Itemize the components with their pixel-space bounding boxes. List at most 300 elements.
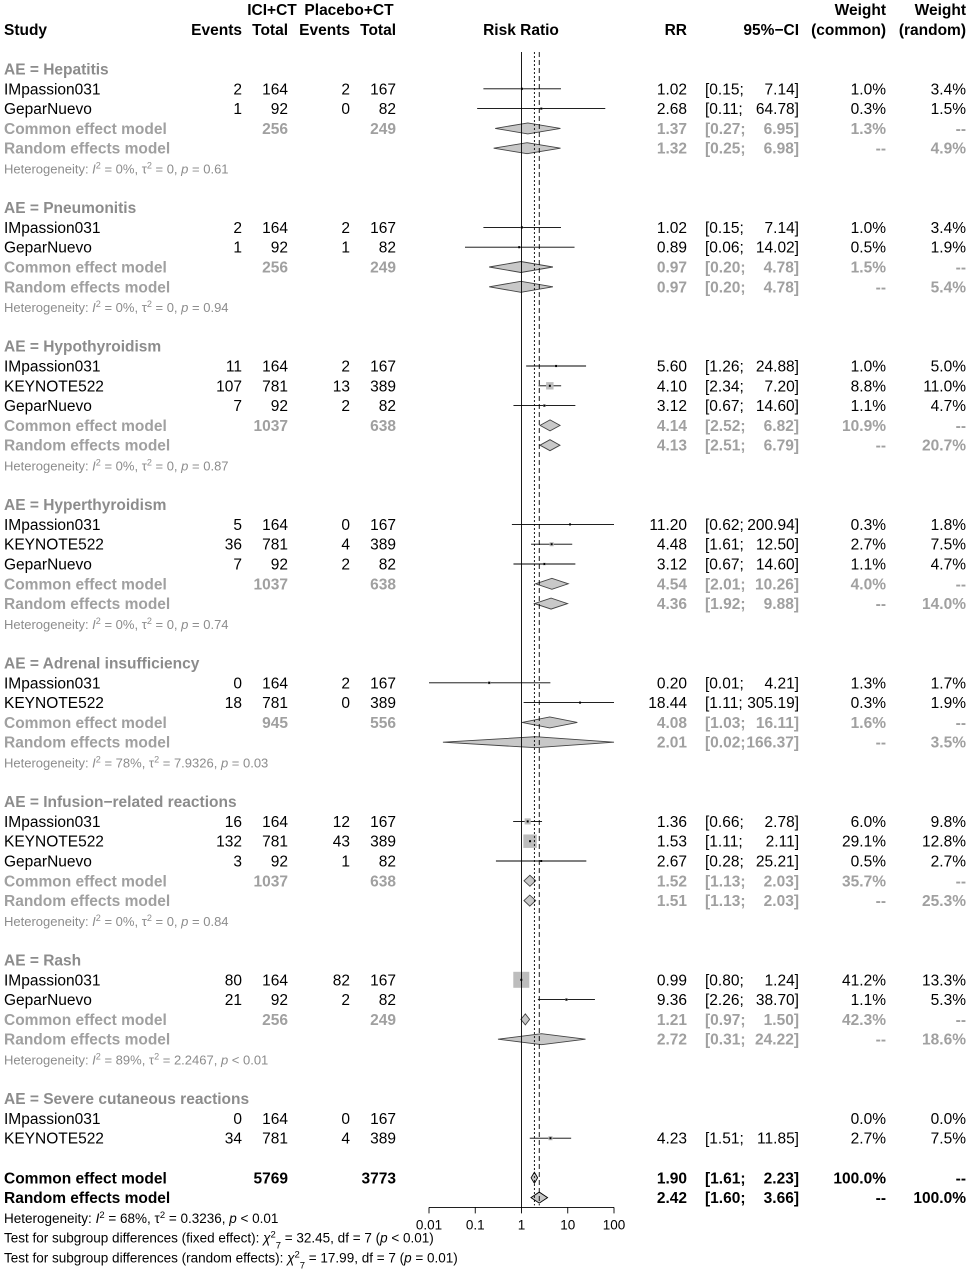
study-weight-random: 1.9% — [930, 239, 966, 257]
study-weight-common: 1.3% — [850, 675, 886, 693]
study-events-2: 4 — [341, 536, 350, 554]
study-name: IMpassion031 — [4, 1110, 101, 1128]
header-weight-random: Weight — [914, 2, 966, 19]
subgroup-common-diamond — [540, 420, 560, 431]
subgroup-heterogeneity: Heterogeneity: $I^2 = 78\%$, $\tau^2 = 7.9326$, p = 0.03 — [4, 754, 269, 771]
overall-common-ci-low: [1.61; — [705, 1170, 746, 1188]
study-total-2: 389 — [370, 833, 396, 851]
study-total-1: 781 — [262, 1130, 288, 1148]
study-ci-low: [0.15; — [705, 219, 744, 237]
subgroup-heterogeneity: Heterogeneity: $I^2 = 0\%$, $\tau^2 = 0$, p = 0.94 — [4, 299, 229, 316]
study-weight-random: 11.0% — [923, 378, 966, 396]
study-weight-common: 1.0% — [850, 81, 886, 99]
subgroup-heterogeneity: Heterogeneity: $I^2 = 0\%$, $\tau^2 = 0$, p = 0.84 — [4, 912, 229, 929]
subgroup-label: AE = Hypothyroidism — [4, 338, 162, 356]
subgroup-common-weight-common: 1.3% — [850, 120, 886, 138]
study-total-1: 164 — [262, 358, 288, 376]
study-ci-high: 11.85] — [757, 1130, 799, 1148]
study-ci-low: [0.80; — [705, 972, 744, 990]
subgroup-common-total-2: 638 — [370, 873, 396, 891]
study-total-1: 92 — [270, 239, 288, 257]
study-events-1: 80 — [224, 972, 242, 990]
study-total-1: 164 — [262, 675, 288, 693]
study-weight-random: 4.7% — [930, 556, 966, 574]
study-weight-random: 13.3% — [922, 972, 966, 990]
study-events-1: 18 — [224, 695, 242, 713]
subgroup-common-total-2: 556 — [370, 714, 396, 732]
subgroup-common-total-2: 249 — [370, 120, 396, 138]
x-tick-label: 100 — [602, 1217, 626, 1233]
study-total-2: 167 — [370, 358, 396, 376]
study-weight-random: 5.0% — [930, 358, 966, 376]
study-name: KEYNOTE522 — [4, 1130, 104, 1148]
study-point-estimate — [579, 702, 581, 704]
subgroup-common-ci-low: [0.27; — [705, 120, 746, 138]
study-ci-low: [0.62; — [705, 516, 744, 534]
study-ci-high: 7.20] — [764, 378, 799, 396]
study-rr: 4.23 — [656, 1130, 687, 1148]
subgroup-label: AE = Infusion−related reactions — [4, 794, 237, 812]
header-total-1: Total — [252, 22, 288, 39]
study-rr: 3.12 — [656, 556, 687, 574]
study-events-1: 21 — [224, 992, 242, 1010]
study-total-2: 167 — [370, 813, 396, 831]
study-ci-low: [2.26; — [705, 992, 744, 1010]
study-rr: 0.99 — [656, 972, 687, 990]
subgroup-common-total-1: 256 — [262, 120, 288, 138]
subgroup-random-rr: 2.01 — [656, 734, 687, 752]
study-events-1: 36 — [224, 536, 242, 554]
subgroup-random-ci-high: 166.37] — [746, 734, 799, 752]
study-total-2: 389 — [370, 378, 396, 396]
study-events-2: 2 — [341, 398, 350, 416]
study-total-2: 167 — [370, 219, 396, 237]
study-rr: 0.89 — [656, 239, 687, 257]
subgroup-common-total-1: 1037 — [253, 576, 288, 594]
study-ci-low: [0.67; — [705, 398, 744, 416]
subgroup-common-weight-random: -- — [955, 417, 966, 435]
study-rr: 1.02 — [656, 81, 687, 99]
study-rr: 1.02 — [656, 219, 687, 237]
study-point-estimate — [549, 385, 551, 387]
study-weight-common: 29.1% — [842, 833, 886, 851]
study-total-1: 781 — [262, 695, 288, 713]
subgroup-random-label: Random effects model — [4, 437, 171, 455]
header-ici-ct: ICI+CT — [247, 2, 297, 19]
subgroup-random-weight-random: 4.9% — [930, 140, 966, 158]
study-name: KEYNOTE522 — [4, 833, 104, 851]
study-weight-random: 9.8% — [930, 813, 966, 831]
study-weight-random: 4.7% — [930, 398, 966, 416]
subgroup-label: AE = Adrenal insufficiency — [4, 655, 200, 673]
overall-common-total-2: 3773 — [361, 1170, 396, 1188]
study-events-2: 12 — [332, 813, 350, 831]
subgroup-common-ci-high: 1.50] — [763, 1011, 799, 1029]
study-point-estimate — [488, 682, 490, 684]
subgroup-common-total-2: 249 — [370, 1011, 396, 1029]
subgroup-random-diamond — [540, 440, 560, 451]
study-events-1: 1 — [233, 101, 242, 119]
subgroup-heterogeneity: Heterogeneity: $I^2 = 0\%$, $\tau^2 = 0$, p = 0.61 — [4, 160, 229, 177]
subgroup-random-label: Random effects model — [4, 893, 171, 911]
subgroup-random-ci-low: [0.31; — [705, 1031, 746, 1049]
subgroup-common-label: Common effect model — [4, 259, 167, 277]
subgroup-common-weight-random: -- — [955, 259, 966, 277]
study-total-2: 82 — [378, 556, 396, 574]
study-events-1: 107 — [216, 378, 242, 396]
study-weight-random: 1.7% — [930, 675, 966, 693]
study-weight-common: 1.1% — [850, 992, 886, 1010]
study-name: IMpassion031 — [4, 358, 101, 376]
study-point-estimate — [543, 405, 545, 407]
study-ci-low: [0.28; — [705, 853, 744, 871]
subgroup-common-total-1: 1037 — [253, 873, 288, 891]
study-total-1: 164 — [262, 972, 288, 990]
subgroup-common-ci-high: 2.03] — [763, 873, 799, 891]
study-ci-high: 14.02] — [755, 239, 799, 257]
study-ci-low: [2.34; — [705, 378, 744, 396]
study-ci-low: [0.66; — [705, 813, 744, 831]
subgroup-common-ci-low: [0.20; — [705, 259, 746, 277]
subgroup-random-label: Random effects model — [4, 1031, 171, 1049]
header-weight-random-sub: (random) — [898, 22, 966, 39]
subgroup-random-rr: 2.72 — [656, 1031, 687, 1049]
study-rr: 1.53 — [656, 833, 687, 851]
subgroup-common-label: Common effect model — [4, 1011, 167, 1029]
study-events-2: 82 — [332, 972, 350, 990]
subgroup-common-rr: 1.52 — [656, 873, 687, 891]
study-point-estimate — [529, 840, 531, 842]
subgroup-common-rr: 0.97 — [656, 259, 687, 277]
header-ci: 95%−CI — [743, 22, 799, 39]
subgroup-common-weight-random: -- — [955, 576, 966, 594]
study-events-1: 7 — [233, 556, 242, 574]
overall-common-ci-high: 2.23] — [763, 1170, 799, 1188]
study-total-1: 164 — [262, 813, 288, 831]
study-total-2: 82 — [378, 853, 396, 871]
study-total-2: 389 — [370, 695, 396, 713]
study-events-1: 2 — [233, 81, 242, 99]
subgroup-common-ci-low: [2.52; — [705, 417, 746, 435]
subgroup-common-diamond — [536, 578, 569, 589]
study-total-1: 164 — [262, 81, 288, 99]
subgroup-random-rr: 1.51 — [656, 893, 687, 911]
study-events-2: 1 — [341, 239, 350, 257]
subgroup-random-diamond — [489, 281, 553, 292]
study-weight-common: 2.7% — [850, 536, 886, 554]
header-total-2: Total — [360, 22, 396, 39]
study-total-2: 389 — [370, 536, 396, 554]
subgroup-common-weight-random: -- — [955, 714, 966, 732]
subgroup-common-rr: 1.37 — [656, 120, 687, 138]
subgroup-common-total-2: 249 — [370, 259, 396, 277]
study-weight-random: 3.4% — [930, 219, 966, 237]
subgroup-common-weight-common: 10.9% — [842, 417, 886, 435]
subgroup-random-label: Random effects model — [4, 279, 171, 297]
subgroup-random-ci-high: 6.79] — [763, 437, 799, 455]
subgroup-label: AE = Hyperthyroidism — [4, 497, 167, 515]
overall-common-rr: 1.90 — [656, 1170, 687, 1188]
subgroup-random-weight-random: 5.4% — [930, 279, 966, 297]
subgroup-random-label: Random effects model — [4, 734, 171, 752]
study-events-1: 0 — [233, 675, 242, 693]
subgroup-common-ci-low: [2.01; — [705, 576, 746, 594]
study-ci-high: 25.21] — [755, 853, 799, 871]
subgroup-common-weight-common: 42.3% — [842, 1011, 886, 1029]
study-events-1: 11 — [225, 358, 242, 376]
study-point-estimate — [527, 820, 529, 822]
study-weight-common: 0.3% — [850, 516, 886, 534]
study-total-2: 167 — [370, 1110, 396, 1128]
overall-common-total-1: 5769 — [253, 1170, 288, 1188]
subgroup-random-weight-common: -- — [875, 140, 886, 158]
study-name: IMpassion031 — [4, 81, 101, 99]
study-total-2: 82 — [378, 992, 396, 1010]
study-weight-common: 1.0% — [850, 358, 886, 376]
subgroup-random-rr: 1.32 — [656, 140, 687, 158]
subgroup-random-ci-low: [0.02; — [705, 734, 746, 752]
subgroup-label: AE = Severe cutaneous reactions — [4, 1091, 250, 1109]
subgroup-common-diamond — [522, 717, 577, 728]
study-ci-low: [0.06; — [705, 239, 744, 257]
study-ci-low: [0.01; — [705, 675, 744, 693]
subgroup-random-weight-random: 25.3% — [922, 893, 966, 911]
subgroup-random-weight-common: -- — [875, 1031, 886, 1049]
subgroup-common-label: Common effect model — [4, 714, 167, 732]
study-ci-high: 24.88] — [755, 358, 799, 376]
x-tick-label: 10 — [560, 1217, 576, 1233]
study-weight-random: 12.8% — [922, 833, 966, 851]
subgroup-random-weight-random: 14.0% — [922, 596, 966, 614]
subgroup-common-rr: 4.14 — [656, 417, 687, 435]
study-ci-high: 14.60] — [755, 556, 799, 574]
subgroup-common-weight-random: -- — [955, 873, 966, 891]
study-total-2: 167 — [370, 675, 396, 693]
study-name: GeparNuevo — [4, 239, 92, 257]
study-events-1: 34 — [224, 1130, 242, 1148]
subgroup-random-weight-common: -- — [875, 893, 886, 911]
study-rr: 4.48 — [656, 536, 687, 554]
study-weight-random: 7.5% — [930, 1130, 966, 1148]
study-total-1: 92 — [270, 556, 288, 574]
study-ci-low: [1.26; — [705, 358, 744, 376]
study-rr: 0.20 — [656, 675, 687, 693]
study-weight-common: 8.8% — [850, 378, 886, 396]
study-ci-low: [1.51; — [705, 1130, 744, 1148]
subgroup-common-label: Common effect model — [4, 120, 167, 138]
subgroup-random-weight-common: -- — [875, 279, 886, 297]
study-name: GeparNuevo — [4, 853, 92, 871]
study-weight-random: 2.7% — [930, 853, 966, 871]
study-point-estimate — [549, 1137, 551, 1139]
study-total-2: 167 — [370, 81, 396, 99]
study-ci-low: [0.15; — [705, 81, 744, 99]
study-ci-high: 64.78] — [755, 101, 799, 119]
overall-common-weight-random: -- — [955, 1170, 966, 1188]
subgroup-common-weight-common: 35.7% — [842, 873, 886, 891]
study-total-2: 82 — [378, 239, 396, 257]
study-rr: 2.67 — [656, 853, 687, 871]
study-weight-random: 1.5% — [930, 101, 966, 119]
study-events-2: 0 — [341, 516, 350, 534]
study-weight-random: 1.9% — [930, 695, 966, 713]
subgroup-random-weight-common: -- — [875, 437, 886, 455]
study-events-2: 1 — [341, 853, 350, 871]
study-events-1: 3 — [233, 853, 242, 871]
study-total-1: 164 — [262, 1110, 288, 1128]
study-weight-random: 7.5% — [930, 536, 966, 554]
study-weight-common: 0.3% — [850, 695, 886, 713]
subgroup-random-diamond — [494, 143, 561, 154]
study-rr: 2.68 — [656, 101, 687, 119]
study-weight-common: 1.0% — [850, 219, 886, 237]
study-ci-high: 14.60] — [755, 398, 799, 416]
subgroup-label: AE = Rash — [4, 952, 82, 970]
subgroup-difference-test: Test for subgroup differences (fixed effect): $\chi^2_7 = 32.45$, df = 7 (p < 0.01) — [4, 1229, 434, 1252]
subgroup-common-label: Common effect model — [4, 873, 167, 891]
subgroup-common-total-2: 638 — [370, 576, 396, 594]
study-ci-high: 7.14] — [764, 219, 799, 237]
study-point-estimate — [551, 543, 553, 545]
study-rr: 3.12 — [656, 398, 687, 416]
subgroup-common-rr: 4.54 — [656, 576, 687, 594]
study-events-1: 1 — [233, 239, 242, 257]
study-point-estimate — [569, 523, 571, 525]
study-ci-high: 38.70] — [755, 992, 799, 1010]
subgroup-label: AE = Pneumonitis — [4, 200, 137, 218]
overall-random-rr: 2.42 — [656, 1190, 687, 1208]
study-rr: 5.60 — [656, 358, 687, 376]
subgroup-random-rr: 4.36 — [656, 596, 687, 614]
study-events-2: 0 — [341, 1110, 350, 1128]
study-weight-common: 2.7% — [850, 1130, 886, 1148]
subgroup-random-label: Random effects model — [4, 596, 171, 614]
subgroup-random-ci-low: [2.51; — [705, 437, 746, 455]
subgroup-common-ci-high: 6.82] — [763, 417, 799, 435]
study-events-2: 0 — [341, 101, 350, 119]
subgroup-common-weight-common: 4.0% — [850, 576, 886, 594]
study-name: IMpassion031 — [4, 219, 101, 237]
subgroup-common-total-1: 256 — [262, 259, 288, 277]
study-point-estimate — [540, 108, 542, 110]
subgroup-common-weight-common: 1.6% — [850, 714, 886, 732]
study-name: GeparNuevo — [4, 992, 92, 1010]
subgroup-label: AE = Hepatitis — [4, 61, 109, 79]
subgroup-common-rr: 1.21 — [656, 1011, 687, 1029]
study-weight-common: 0.3% — [850, 101, 886, 119]
subgroup-common-ci-high: 16.11] — [755, 714, 799, 732]
study-total-2: 82 — [378, 101, 396, 119]
study-ci-high: 12.50] — [755, 536, 799, 554]
study-point-estimate — [518, 246, 520, 248]
subgroup-random-ci-low: [0.25; — [705, 140, 746, 158]
study-rr: 4.10 — [656, 378, 687, 396]
study-events-2: 43 — [332, 833, 350, 851]
study-ci-high: 200.94] — [747, 516, 799, 534]
subgroup-common-total-1: 1037 — [253, 417, 288, 435]
study-name: GeparNuevo — [4, 556, 92, 574]
subgroup-common-ci-low: [0.97; — [705, 1011, 746, 1029]
study-total-1: 92 — [270, 398, 288, 416]
study-rr: 1.36 — [656, 813, 687, 831]
study-name: IMpassion031 — [4, 972, 101, 990]
subgroup-random-rr: 0.97 — [656, 279, 687, 297]
subgroup-random-rr: 4.13 — [656, 437, 687, 455]
study-total-2: 389 — [370, 1130, 396, 1148]
study-weight-common: 0.5% — [850, 239, 886, 257]
study-ci-low: [0.11; — [705, 101, 743, 119]
study-events-1: 2 — [233, 219, 242, 237]
study-rr: 18.44 — [648, 695, 687, 713]
study-weight-random: 0.0% — [930, 1110, 966, 1128]
subgroup-random-diamond — [443, 737, 614, 748]
subgroup-random-weight-random: 18.6% — [922, 1031, 966, 1049]
study-total-1: 164 — [262, 516, 288, 534]
subgroup-heterogeneity: Heterogeneity: $I^2 = 89\%$, $\tau^2 = 2.2467$, p < 0.01 — [4, 1051, 269, 1068]
study-events-2: 0 — [341, 695, 350, 713]
subgroup-common-diamond — [489, 262, 553, 273]
study-events-2: 2 — [341, 556, 350, 574]
study-name: KEYNOTE522 — [4, 695, 104, 713]
subgroup-random-weight-common: -- — [875, 596, 886, 614]
study-events-2: 2 — [341, 219, 350, 237]
study-total-1: 92 — [270, 853, 288, 871]
study-events-2: 13 — [332, 378, 350, 396]
study-total-1: 781 — [262, 536, 288, 554]
subgroup-common-ci-low: [1.13; — [705, 873, 746, 891]
study-total-2: 82 — [378, 398, 396, 416]
subgroup-common-rr: 4.08 — [656, 714, 687, 732]
subgroup-common-weight-common: 1.5% — [850, 259, 886, 277]
study-events-2: 4 — [341, 1130, 350, 1148]
subgroup-random-ci-high: 4.78] — [763, 279, 799, 297]
subgroup-random-ci-high: 24.22] — [755, 1031, 799, 1049]
header-placebo-ct: Placebo+CT — [304, 2, 394, 19]
header-rr: RR — [664, 22, 687, 39]
study-name: KEYNOTE522 — [4, 378, 104, 396]
overall-random-label: Random effects model — [4, 1190, 171, 1208]
subgroup-common-total-1: 256 — [262, 1011, 288, 1029]
subgroup-heterogeneity: Heterogeneity: $I^2 = 0\%$, $\tau^2 = 0$, p = 0.87 — [4, 457, 229, 474]
subgroup-difference-test: Test for subgroup differences (random effects): $\chi^2_7 = 17.99$, df = 7 (p = 0.01) — [4, 1249, 458, 1271]
overall-random-ci-low: [1.60; — [705, 1190, 746, 1208]
subgroup-random-ci-high: 2.03] — [763, 893, 799, 911]
x-tick-label: 0.1 — [465, 1217, 485, 1233]
x-tick-label: 0.01 — [415, 1217, 443, 1233]
study-events-2: 2 — [341, 358, 350, 376]
subgroup-random-ci-low: [1.92; — [705, 596, 746, 614]
study-events-1: 16 — [224, 813, 242, 831]
subgroup-random-weight-random: 20.7% — [922, 437, 966, 455]
subgroup-common-label: Common effect model — [4, 417, 167, 435]
subgroup-random-ci-low: [1.13; — [705, 893, 746, 911]
overall-heterogeneity: Heterogeneity: $I^2 = 68\%$, $\tau^2 = 0.3236$, p < 0.01 — [4, 1209, 279, 1226]
study-weight-common: 6.0% — [850, 813, 886, 831]
study-ci-high: 1.24] — [764, 972, 799, 990]
study-ci-high: 2.11] — [765, 833, 799, 851]
subgroup-random-label: Random effects model — [4, 140, 171, 158]
study-weight-common: 41.2% — [842, 972, 886, 990]
subgroup-common-diamond — [521, 1014, 530, 1025]
subgroup-common-total-1: 945 — [262, 714, 288, 732]
subgroup-common-ci-high: 10.26] — [755, 576, 799, 594]
subgroup-common-weight-random: -- — [955, 1011, 966, 1029]
study-name: GeparNuevo — [4, 101, 92, 119]
header-events-1: Events — [191, 22, 242, 39]
study-rr: 9.36 — [656, 992, 687, 1010]
study-weight-common: 1.1% — [850, 556, 886, 574]
study-weight-random: 3.4% — [930, 81, 966, 99]
